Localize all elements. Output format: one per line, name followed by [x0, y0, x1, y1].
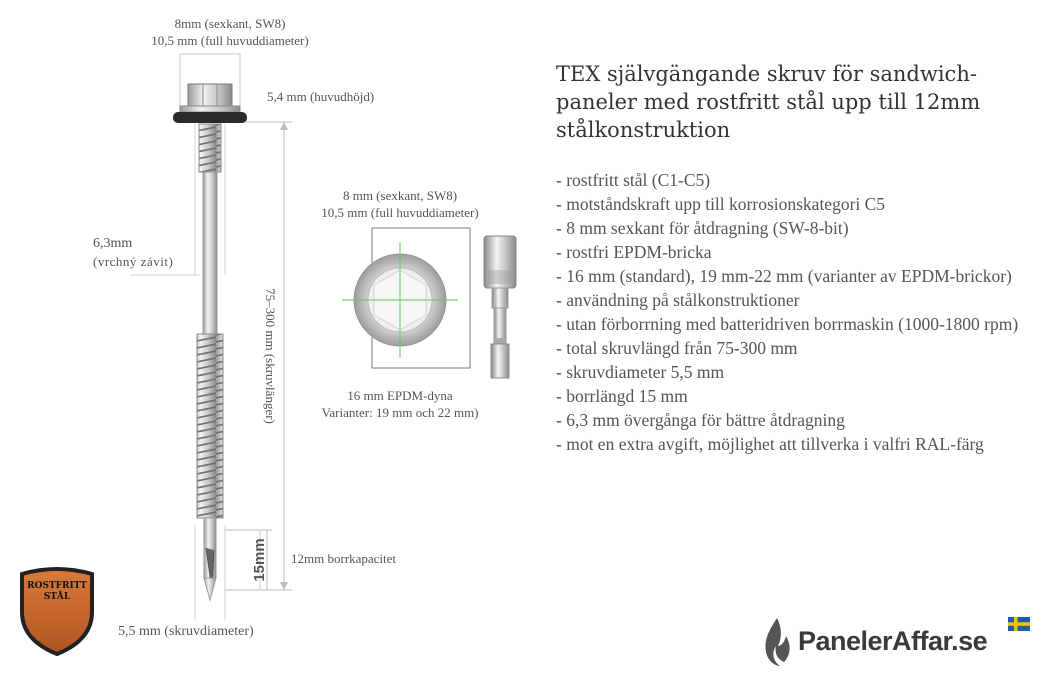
- list-item: - skruvdiameter 5,5 mm: [556, 362, 725, 382]
- epdm-pad-label: 16 mm EPDM-dyna: [347, 388, 453, 403]
- list-item: - 16 mm (standard), 19 mm-22 mm (varianter av EPDM-brickor): [556, 266, 1012, 286]
- list-item: - motståndskraft upp till korrosionskategori C5: [556, 194, 886, 214]
- badge-line2: STÅL: [43, 592, 71, 602]
- list-item: - 6,3 mm övergånga för bättre åtdragning: [556, 410, 845, 430]
- drill-length-label: 15mm: [251, 538, 268, 582]
- badge-line1: ROSTFRITT: [27, 581, 87, 591]
- sweden-flag-icon: [1008, 617, 1030, 631]
- product-title: TEX självgängande skruv för sandwich-paneler med rostfritt stål upp till 12mm stålkonstruktion: [556, 62, 981, 142]
- brand-name[interactable]: PanelerAffar.se: [798, 626, 988, 656]
- upper-thread-label: 6,3mm: [93, 236, 133, 251]
- epdm-variants-label: Varianter: 19 mm och 22 mm): [321, 405, 479, 420]
- drill-capacity-label: 12mm borrkapacitet: [291, 551, 397, 566]
- list-item: - rostfritt stål (C1-C5): [556, 170, 711, 190]
- head-diameter-label: 10,5 mm (full huvuddiameter): [151, 33, 309, 48]
- list-item: - utan förborrning med batteridriven borrmaskin (1000-1800 rpm): [556, 314, 1019, 334]
- head-hex-label: 8mm (sexkant, SW8): [174, 16, 286, 31]
- list-item: - mot en extra avgift, möjlighet att tillverka i valfri RAL-färg: [556, 434, 984, 454]
- list-item: - användning på stålkonstruktioner: [556, 290, 800, 310]
- screw-shank: [203, 172, 217, 334]
- epdm-washer: [173, 112, 247, 123]
- list-item: - rostfri EPDM-bricka: [556, 242, 712, 262]
- list-item: - 8 mm sexkant för åtdragning (SW-8-bit): [556, 218, 849, 238]
- head-height-label: 5,4 mm (huvudhöjd): [267, 89, 375, 104]
- stainless-badge: [16, 566, 98, 658]
- feature-list: [556, 168, 1036, 456]
- list-item: - total skruvlängd från 75-300 mm: [556, 338, 798, 358]
- list-item: - borrlängd 15 mm: [556, 386, 688, 406]
- upper-thread-sublabel: (vrchný závit): [93, 254, 174, 269]
- top-hex-label: 8 mm (sexkant, SW8): [342, 188, 458, 203]
- hex-head: [188, 84, 232, 108]
- hex-bit-image: [474, 230, 534, 384]
- screw-diameter-label: 5,5 mm (skruvdiameter): [118, 624, 254, 639]
- flame-logo-icon: [760, 616, 794, 668]
- total-length-label: 75–300 mm (skruvlänger): [263, 288, 278, 424]
- top-diameter-label: 10,5 mm (full huvuddiameter): [321, 205, 479, 220]
